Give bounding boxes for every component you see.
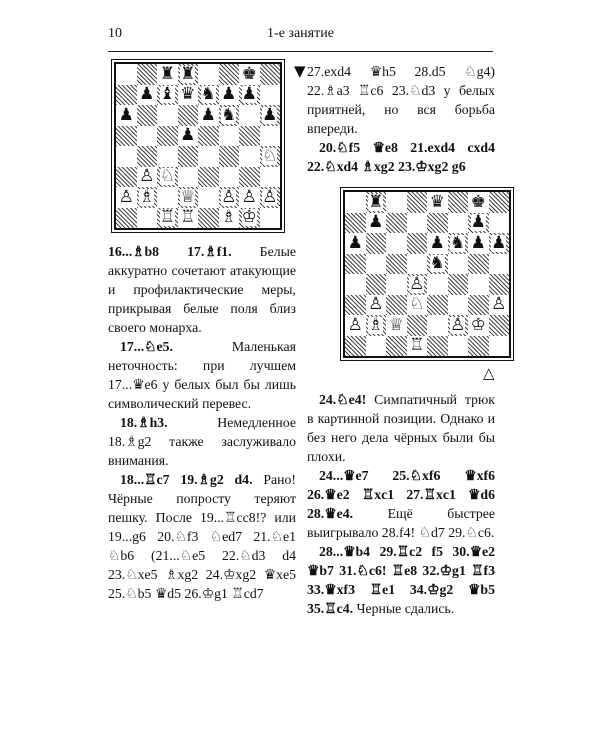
board-square [137,208,158,229]
annotation-paragraph [307,542,495,618]
board-square [260,85,281,106]
board-square [345,336,366,357]
comment-text: Черные сдались. [353,601,455,616]
board-square [239,126,260,147]
board-square [178,85,199,106]
board-square [407,192,428,213]
board-square [219,208,240,229]
annotation-paragraph [108,242,296,337]
board-square [489,192,510,213]
board-square [116,167,137,188]
board-square [116,187,137,208]
move-text: 18...♖c7 19.♗g2 d4. [120,472,253,487]
chess-piece: ♕ [388,314,404,335]
board-square [219,187,240,208]
board-square [427,315,448,336]
chess-piece: ♘ [159,166,175,187]
board-square [468,233,489,254]
board-square [178,167,199,188]
chess-piece: ♜ [368,191,384,212]
board-square [407,233,428,254]
chess-piece: ♟ [221,84,237,105]
board-square [489,295,510,316]
board-square [260,146,281,167]
board-square [137,167,158,188]
board-square [137,126,158,147]
annotation-paragraph [108,470,296,603]
chess-piece: ♛ [180,84,196,105]
chess-piece: ♟ [262,104,278,125]
board-square [116,208,137,229]
board-square [407,295,428,316]
chess-piece: ♙ [241,186,257,207]
board-square [386,233,407,254]
board-square [219,105,240,126]
chess-piece: ♟ [118,104,134,125]
board-square [386,254,407,275]
board-square [260,187,281,208]
board-square [448,295,469,316]
header-rule [108,51,493,52]
board-square [239,64,260,85]
board-square [448,336,469,357]
board-square [345,233,366,254]
board-square [427,233,448,254]
chess-piece: ♖ [159,207,175,228]
board-square [219,126,240,147]
board-square [345,254,366,275]
comment-text: Немедленное 18.♗g2 также заслуживало внимания. [108,415,296,468]
board-square [116,85,137,106]
chess-piece: ♜ [159,63,175,84]
chess-piece: ♟ [491,232,507,253]
board-square [219,167,240,188]
board-square [178,146,199,167]
board-square [468,315,489,336]
board-square [407,336,428,357]
board-square [260,167,281,188]
board-square [239,85,260,106]
annotation-paragraph [108,413,296,470]
board-square [157,146,178,167]
chess-piece: ♟ [368,212,384,233]
chess-piece: ♗ [368,314,384,335]
board-square [366,192,387,213]
board-square [489,336,510,357]
move-text: 28...♛b4 29.♖c2 f5 30.♛e2 ♛b7 31.♘c6! ♖e8 32.♔g1 ♖f3 33.♛xf3 ♖e1 34.♔g2 ♛b5 35.♖c4. [307,544,495,616]
board-square [198,146,219,167]
board-square [468,213,489,234]
board-square [366,254,387,275]
board-square [427,336,448,357]
board-square [239,146,260,167]
board-square [427,254,448,275]
board-square [219,85,240,106]
running-title: 1-е занятие [267,26,334,41]
board-square [116,146,137,167]
move-text: 24.♘e4! [319,392,367,407]
board-square [345,295,366,316]
board-square [178,126,199,147]
board-square [239,208,260,229]
chess-piece: ♙ [491,294,507,315]
comment-text: Ещё быстрее выигрывало 28.f4! ♘d7 29.♘c6. [307,506,495,540]
chess-piece: ♔ [470,314,486,335]
chess-piece: ♝ [159,84,175,105]
chess-piece: ♔ [241,207,257,228]
chess-piece: ♖ [409,335,425,356]
board-square [345,213,366,234]
board-square [489,315,510,336]
board-square [366,213,387,234]
board-square [198,208,219,229]
board-square [116,126,137,147]
board-square [157,105,178,126]
comment-text: Рано! Чёрные попросту теряют пешку. После 19...♖cc8!? или 19...g6 20.♘f3 ♘ed7 21.♘e1 ♘b6 (21...♘e5 22.♘d3 d4 23.♘xe5 ♗xg2 24.♔xg2 ♛xe5 25.♘b5 ♛d5 26.♔g1 ♖cd7 [108,472,297,601]
board-square [468,295,489,316]
board-square [260,64,281,85]
board-square [448,192,469,213]
board-square [407,274,428,295]
board-square [137,64,158,85]
chess-piece: ♘ [409,294,425,315]
chess-piece: ♙ [118,186,134,207]
board-square [178,105,199,126]
black-to-move-marker: ▼ [294,62,306,80]
page-header [108,26,493,46]
board-square [386,274,407,295]
board-square [468,336,489,357]
board-square [407,254,428,275]
board-square [386,336,407,357]
board-square [116,105,137,126]
board-square [178,64,199,85]
comment-text: Симпатичный трюк в картинной позиции. Однако и без него дела чёрных были бы плохи. [307,392,495,464]
chess-piece: ♞ [450,232,466,253]
chess-piece: ♖ [180,207,196,228]
board-square [427,192,448,213]
board-square [468,254,489,275]
board-square [198,85,219,106]
comment-text: Маленькая неточность: при лучшем 17...♛e6 у белых был бы лишь символический перевес. [108,339,296,411]
board-square [448,213,469,234]
board-square [448,274,469,295]
board-square [427,274,448,295]
chess-piece: ♙ [221,186,237,207]
board-square [448,254,469,275]
board-square [157,126,178,147]
board-square [260,208,281,229]
chess-piece: ♟ [241,84,257,105]
board-square [137,105,158,126]
board-square [198,167,219,188]
annotation-paragraph [108,337,296,413]
chess-piece: ♟ [200,104,216,125]
board-square [448,315,469,336]
board-square [178,208,199,229]
board-square [345,315,366,336]
board-square [198,126,219,147]
chess-piece: ♙ [262,186,278,207]
board-square [198,105,219,126]
board-square [116,64,137,85]
annotation-paragraph [307,62,495,138]
board-square [489,213,510,234]
board-square [386,192,407,213]
board-square [468,274,489,295]
board-square [137,85,158,106]
board-square [157,187,178,208]
chess-piece: ♟ [429,232,445,253]
move-text: 16...♗b8 17.♗f1. [108,244,232,259]
chess-piece: ♙ [450,314,466,335]
chess-piece: ♞ [221,104,237,125]
board-square [386,213,407,234]
board-square [157,85,178,106]
board-square [239,105,260,126]
diagram-1 [108,62,306,242]
left-column [108,62,306,603]
annotation-paragraph [307,390,495,466]
move-text: 20.♘f5 ♛e8 21.exd4 cxd4 22.♘xd4 ♗xg2 23.♔xg2 g6 [307,140,495,174]
board-square [157,167,178,188]
chess-piece: ♞ [429,253,445,274]
board-square [178,187,199,208]
board-square [219,146,240,167]
board-square [366,233,387,254]
board-square [239,167,260,188]
chess-piece: ♚ [241,63,257,84]
board-square [448,233,469,254]
board-square [345,274,366,295]
board-square [468,192,489,213]
board-square [427,213,448,234]
right-column [307,62,507,618]
chess-board-1 [114,62,282,230]
annotation-paragraph [307,466,495,542]
board-square [157,208,178,229]
board-square [219,64,240,85]
board-square [366,336,387,357]
move-text: 18.♗h3. [120,415,168,430]
board-square [260,105,281,126]
board-square [386,315,407,336]
chess-piece: ♟ [470,212,486,233]
chess-piece: ♟ [470,232,486,253]
page-number: 10 [108,26,122,41]
board-square [260,126,281,147]
board-square [198,64,219,85]
move-text: 24...♛e7 25.♘xf6 ♛xf6 26.♛e2 ♖xc1 27.♖xc1 ♛d6 28.♛e4. [307,468,495,521]
chess-piece: ♗ [221,207,237,228]
chess-piece: ♙ [347,314,363,335]
chess-piece: ♜ [180,63,196,84]
chess-board-2 [343,190,511,358]
board-square [489,254,510,275]
chess-piece: ♞ [200,84,216,105]
board-square [407,315,428,336]
board-square [137,187,158,208]
board-square [366,295,387,316]
board-square [489,274,510,295]
chess-piece: ♟ [347,232,363,253]
chess-piece: ♙ [409,273,425,294]
board-square [489,233,510,254]
chess-piece: ♚ [470,191,486,212]
move-text: 17...♘e5. [120,339,173,354]
board-square [407,213,428,234]
board-square [386,295,407,316]
chess-piece: ♘ [262,145,278,166]
annotation-paragraph [307,138,495,176]
white-to-move-marker: △ [483,364,495,382]
board-square [366,315,387,336]
chess-piece: ♙ [139,166,155,187]
chess-piece: ♕ [180,186,196,207]
board-square [345,192,366,213]
diagram-2 [307,184,507,390]
board-square [157,64,178,85]
board-square [137,146,158,167]
chess-piece: ♛ [429,191,445,212]
chess-piece: ♙ [368,294,384,315]
chess-piece: ♗ [139,186,155,207]
comment-text: 27.exd4 ♛h5 28.d5 ♘g4) 22.♗a3 ♖c6 23.♘d3 у белых приятней, но вся борьба впереди. [307,64,495,136]
board-square [198,187,219,208]
board-square [239,187,260,208]
chess-piece: ♟ [139,84,155,105]
comment-text: Белые аккуратно сочетают атакующие и профилактические меры, прикрывая белые поля близ своего монарха. [108,244,296,335]
chess-piece: ♟ [180,125,196,146]
board-square [366,274,387,295]
board-square [427,295,448,316]
